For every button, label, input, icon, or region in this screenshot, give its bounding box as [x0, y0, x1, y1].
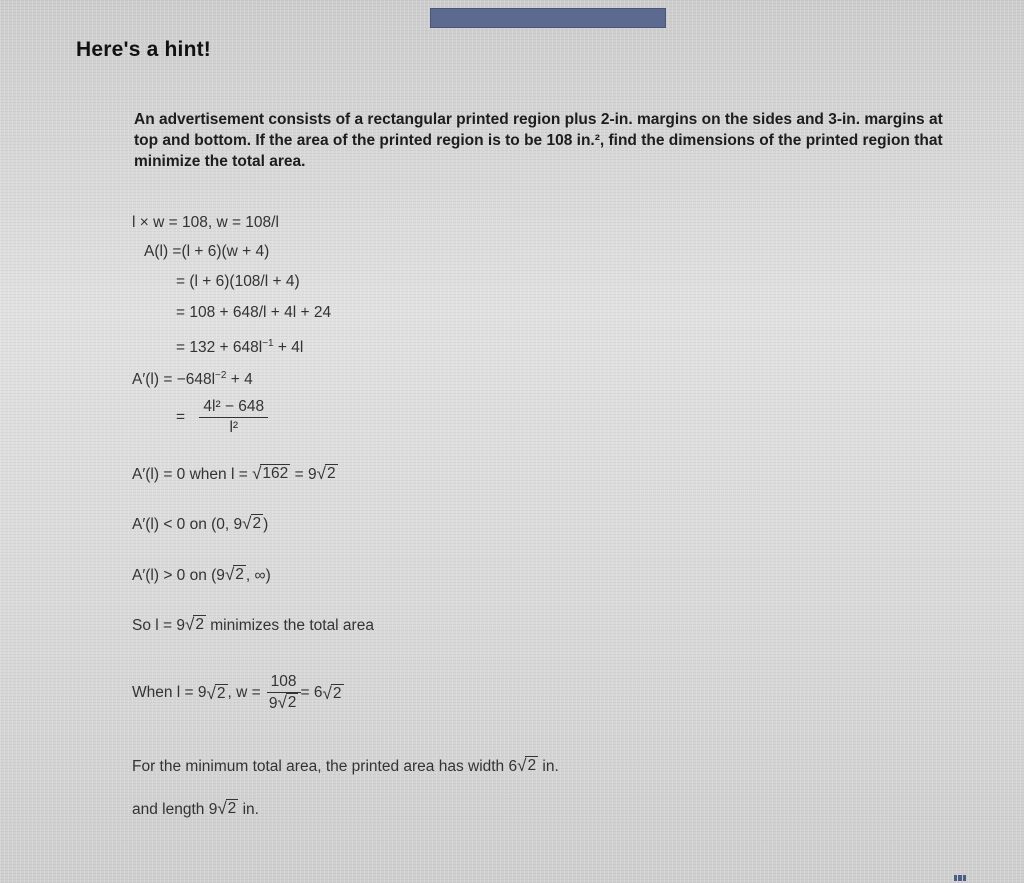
area-definition: A(l) =(l + 6)(w + 4)	[144, 243, 270, 260]
setup-line: l × w = 108, w = 108/l	[132, 214, 279, 231]
minimizer-conclusion: So l = 9 √ 2 minimizes the total area	[132, 615, 374, 634]
sqrt-symbol: √ 2	[224, 565, 244, 584]
window-title-bar	[430, 8, 666, 28]
sqrt-symbol: √ 2	[206, 683, 226, 703]
derivative-fraction: = $\frac{\text{4l² − 648}}{\text{l²}}$	[176, 397, 268, 438]
final-width: For the minimum total area, the printed area has width 6 √ 2 in.	[132, 756, 559, 775]
final-length: and length 9 √ 2 in.	[132, 799, 259, 818]
taskbar-icon[interactable]	[954, 875, 966, 881]
sqrt-symbol: √ 2	[277, 693, 297, 712]
hint-title: Here's a hint!	[76, 38, 211, 61]
sqrt-symbol: √ 2	[517, 756, 537, 775]
sqrt-symbol: √ 2	[316, 464, 336, 483]
decreasing-interval: A′(l) < 0 on (0, 9 √ 2 )	[132, 514, 269, 533]
area-expansion: = 108 + 648/l + 4l + 24	[176, 304, 332, 321]
area-substitution: = (l + 6)(108/l + 4)	[176, 273, 300, 290]
derivative-line: $A'(l) = -648l^{-2} + 4$	[132, 370, 253, 389]
sqrt-symbol: √ 2	[322, 683, 342, 703]
fraction: 108 9 √ 2	[267, 672, 301, 714]
problem-statement: An advertisement consists of a rectangular printed region plus 2-in. margins on the sides and 3-in. margins at top and bottom. If the area of the printed region is to be 108 in.², find the dimensions of the printed region that minimize the total area.	[134, 111, 943, 170]
area-simplified: = $132 + 648l^{-1} + 4l$	[176, 338, 304, 357]
increasing-interval: A′(l) > 0 on (9 √ 2 , ∞)	[132, 565, 271, 584]
sqrt-symbol: √ 2	[242, 514, 262, 533]
width-calculation: When l = 9 √ 2 , w = 108 9 √ 2 = 6 √ 2	[132, 673, 342, 712]
fraction: $\frac{\text{4l² − 648}}{\text{l²}}$	[199, 397, 268, 438]
sqrt-symbol: √ 2	[217, 799, 237, 818]
sqrt-symbol: √ 2	[185, 615, 204, 634]
sqrt-symbol: √ 162	[252, 464, 289, 483]
critical-point: A′(l) = 0 when l = √ 162 = 9 √ 2	[132, 464, 336, 483]
